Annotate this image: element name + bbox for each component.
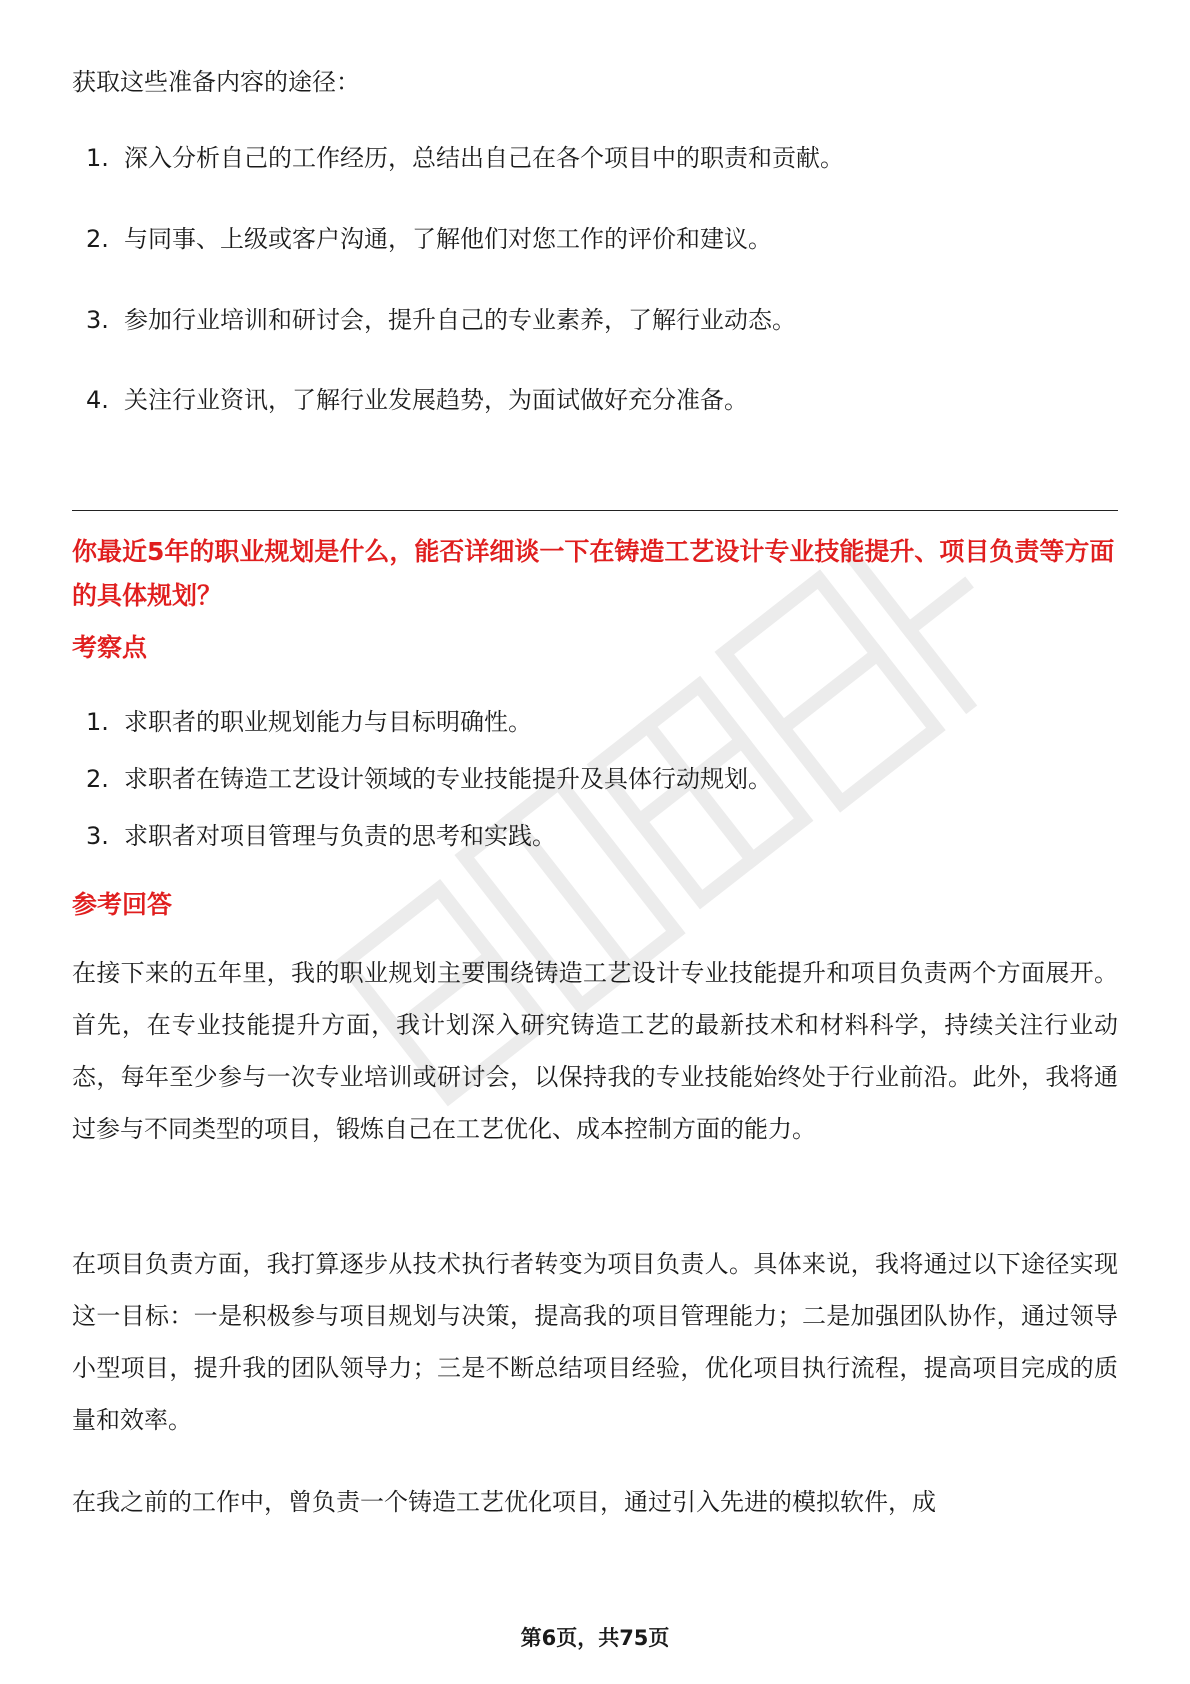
page-footer: 第6页，共75页: [520, 1626, 670, 1650]
list-number: 4.: [86, 386, 109, 414]
list-item: [86, 761, 772, 797]
answer-paragraph: 在我之前的工作中，曾负责一个铸造工艺优化项目，通过引入先进的模拟软件，成: [72, 1488, 936, 1516]
list-text: 求职者在铸造工艺设计领域的专业技能提升及具体行动规划。: [124, 765, 772, 793]
list-item: [86, 818, 556, 854]
list-number: 3.: [86, 306, 109, 334]
answer-paragraph: 在项目负责方面，我打算逐步从技术执行者转变为项目负责人。具体来说，我将通过以下途径实现这一目标：一是积极参与项目规划与决策，提高我的项目管理能力；二是加强团队协作，通过领导小型项目，提升我的团队领导力；三是不断总结项目经验，优化项目执行流程，提高项目完成的质量和效率。: [72, 1250, 1118, 1434]
list-item: [86, 302, 796, 338]
focus-label: 考察点: [72, 633, 148, 662]
list-item: [86, 221, 772, 257]
list-number: 1.: [86, 144, 109, 172]
answer-label: 参考回答: [72, 890, 173, 919]
list-item: [86, 140, 844, 176]
list-item: [86, 704, 532, 740]
list-text: 深入分析自己的工作经历，总结出自己在各个项目中的职责和贡献。: [124, 144, 844, 172]
list-text: 参加行业培训和研讨会，提升自己的专业素养，了解行业动态。: [124, 306, 796, 334]
list-number: 1.: [86, 708, 109, 736]
list-text: 关注行业资讯，了解行业发展趋势，为面试做好充分准备。: [124, 386, 748, 414]
answer-paragraph: 在接下来的五年里，我的职业规划主要围绕铸造工艺设计专业技能提升和项目负责两个方面展开。首先，在专业技能提升方面，我计划深入研究铸造工艺的最新技术和材料科学，持续关注行业动态，每年至少参与一次专业培训或研讨会，以保持我的专业技能始终处于行业前沿。此外，我将通过参与不同类型的项目，锻炼自己在工艺优化、成本控制方面的能力。: [72, 959, 1118, 1143]
section-divider: [72, 510, 1118, 511]
list-number: 3.: [86, 822, 109, 850]
intro-heading: 获取这些准备内容的途径：: [72, 68, 360, 96]
question-heading: 你最近5年的职业规划是什么，能否详细谈一下在铸造工艺设计专业技能提升、项目负责等方面的具体规划？: [72, 537, 1115, 610]
list-number: 2.: [86, 225, 109, 253]
list-number: 2.: [86, 765, 109, 793]
list-text: 与同事、上级或客户沟通，了解他们对您工作的评价和建议。: [124, 225, 772, 253]
list-text: 求职者的职业规划能力与目标明确性。: [124, 708, 532, 736]
list-item: [86, 382, 748, 418]
list-text: 求职者对项目管理与负责的思考和实践。: [124, 822, 556, 850]
